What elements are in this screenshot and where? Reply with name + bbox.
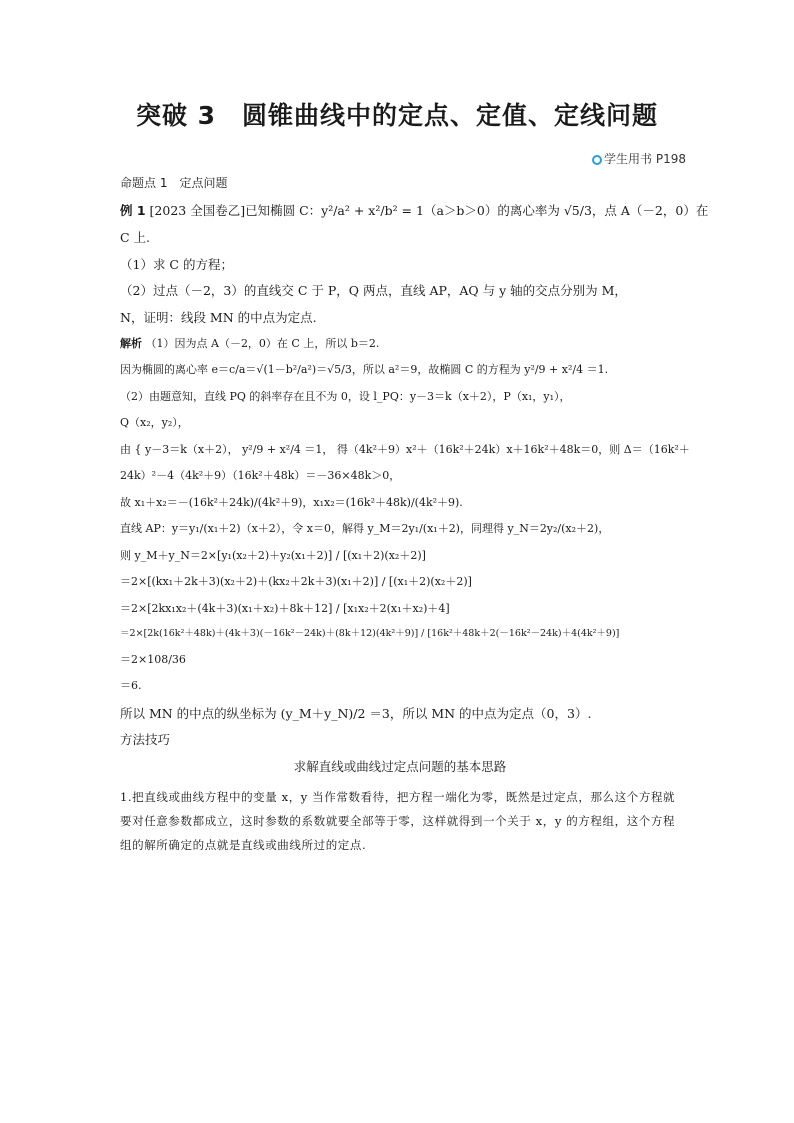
solution-step-2: 因为椭圆的离心率 e＝c/a＝√(1－b²/a²)＝√5/3，所以 a²＝9，故椭圆 C 的方程为 y²/9 + x²/4 ＝1. (120, 363, 609, 377)
example-source: [2023 全国卷乙] (149, 203, 246, 218)
system-of-equations: 由 { y－3＝k（x＋2）， y²/9 + x²/4 ＝1， (120, 442, 334, 456)
page-title: 突破 3 圆锥曲线中的定点、定值、定线问题 (135, 101, 659, 130)
example-stem-line-1 (120, 202, 709, 221)
example-stem-text: 已知椭圆 C：y²/a² + x²/b² = 1（a＞b＞0）的离心率为 √5/3，点 A（－2，0）在 (245, 203, 709, 218)
method-heading: 求解直线或曲线过定点问题的基本思路 (293, 759, 507, 774)
circle-dot-icon (592, 155, 602, 165)
solution-label: 解析 (120, 336, 142, 350)
solution-step-7: 故 x₁＋x₂＝－(16k²＋24k)/(4k²＋9)，x₁x₂＝(16k²＋48k)/(4k²＋9). (120, 495, 463, 509)
solution-step-14: ＝6. (120, 679, 142, 692)
solution-step-12: ＝2×[2k(16k²＋48k)＋(4k＋3)(－16k²－24k)＋(8k＋12)(4k²＋9)] / [16k²＋48k＋2(－16k²－24k)＋4(4k²＋9)] (120, 628, 620, 640)
document-body (120, 174, 709, 857)
solution-step-3: （2）由题意知，直线 PQ 的斜率存在且不为 0，设 l_PQ：y－3＝k（x＋2），P（x₁，y₁）， (120, 389, 571, 403)
solution-step-1-text: （1）因为点 A（－2，0）在 C 上，所以 b＝2. (145, 336, 380, 350)
book-reference-text: 学生用书 P198 (604, 152, 686, 166)
solution-step-5 (120, 442, 690, 459)
section-heading: 命题点 1 定点问题 (120, 176, 228, 190)
solution-step-13: ＝2×108/36 (120, 652, 186, 666)
question-2-line-1: （2）过点（－2，3）的直线交 C 于 P，Q 两点，直线 AP，AQ 与 y 轴的交点分别为 M， (120, 283, 627, 299)
solution-step-4: Q（x₂，y₂）， (120, 416, 189, 430)
example-stem-line-2: C 上. (120, 229, 151, 245)
question-1: （1）求 C 的方程； (120, 256, 233, 272)
method-label: 方法技巧 (120, 732, 171, 748)
method-paragraph-1: 1.把直线或曲线方程中的变量 x，y 当作常数看待，把方程一端化为零，既然是过定点，那么这个方程就要对任意参数都成立，这时参数的系数就要全部等于零，这样就得到一个关于 x，y 的方程组，这个方程组的解所确定的点就是直线或曲线所过的定点. (120, 789, 676, 853)
solution-step-9: 则 y_M＋y_N＝2×[y₁(x₂＋2)＋y₂(x₁＋2)] / [(x₁＋2)(x₂＋2)] (120, 548, 426, 562)
solution-step-10: ＝2×[(kx₁＋2k＋3)(x₂＋2)＋(kx₂＋2k＋3)(x₁＋2)] / [(x₁＋2)(x₂＋2)] (120, 575, 472, 589)
solution-step-1 (120, 336, 680, 353)
question-2-line-2: N，证明：线段 MN 的中点为定点. (120, 310, 317, 325)
solution-step-8: 直线 AP：y＝y₁/(x₁＋2)（x＋2），令 x＝0，解得 y_M＝2y₁/(x₁＋2)，同理得 y_N＝2y₂/(x₂＋2)， (120, 522, 610, 536)
solution-conclusion: 所以 MN 的中点的纵坐标为 (y_M＋y_N)/2 ＝3，所以 MN 的中点为定点（0，3）. (120, 705, 592, 721)
solution-step-11: ＝2×[2kx₁x₂＋(4k＋3)(x₁＋x₂)＋8k＋12] / [x₁x₂＋2(x₁＋x₂)＋4] (120, 601, 450, 615)
solution-step-6: 24k）²－4（4k²＋9）（16k²＋48k）＝－36×48k＞0， (120, 469, 401, 483)
book-reference (592, 150, 686, 167)
quadratic-equation: 得（4k²＋9）x²＋（16k²＋24k）x＋16k²＋48k＝0，则 Δ＝（16k²＋ (336, 442, 690, 456)
example-label: 例 1 (120, 203, 146, 218)
